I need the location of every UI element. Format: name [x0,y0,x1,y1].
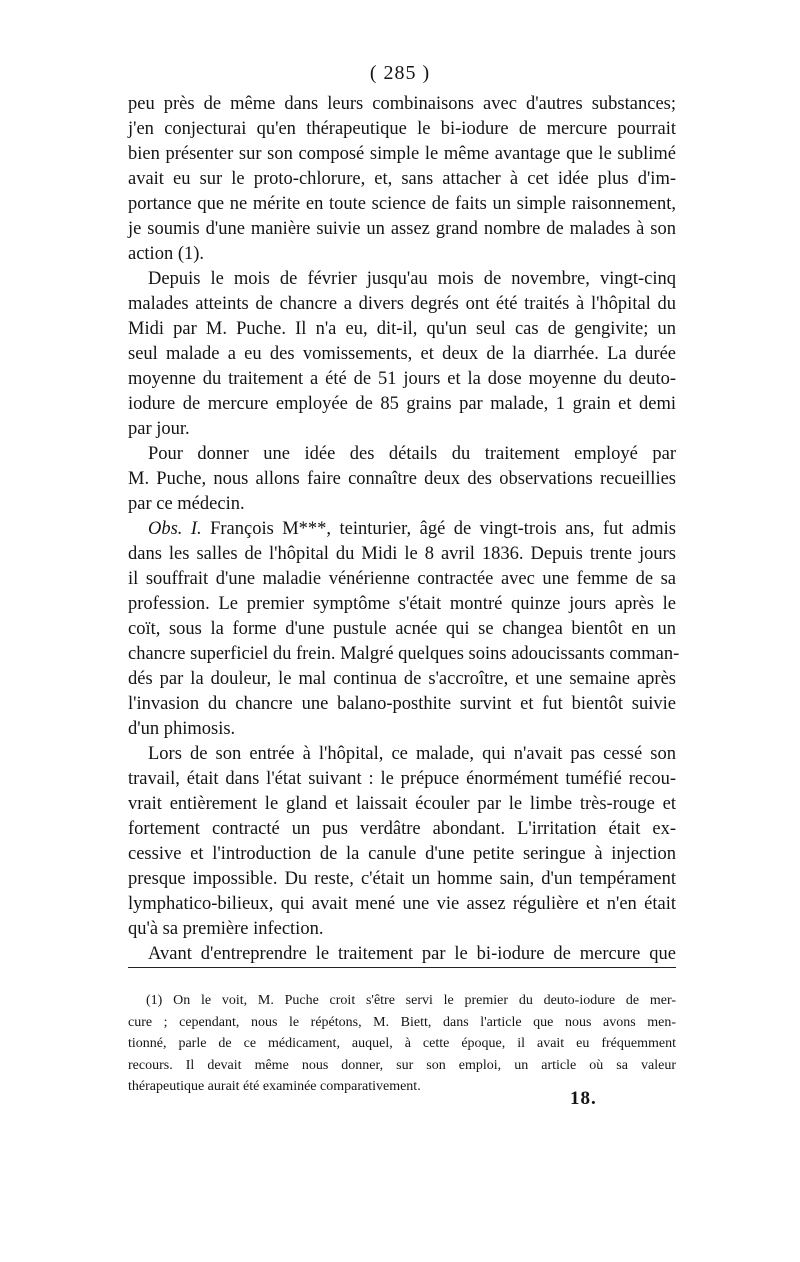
body-line: peu près de même dans leurs combinaisons avec d'autres substances; [128,94,676,114]
body-line: malades atteints de chancre a divers degrés ont été traités à l'hôpital du [128,294,676,314]
signature-mark: 18. [570,1088,597,1109]
observation-start-line [128,517,676,542]
paragraph-start-line: Lors de son entrée à l'hôpital, ce malade, qui n'avait pas cessé son [148,744,676,764]
observation-text: François M***, teinturier, âgé de vingt-trois ans, fut admis [210,519,676,539]
body-line: profession. Le premier symptôme s'était montré quinze jours après le [128,594,676,614]
body-line: lymphatico-bilieux, qui avait mené une vie assez régulière et n'en était [128,894,676,914]
paragraph-start-line: Pour donner une idée des détails du traitement employé par [148,444,676,464]
body-line: action (1). [128,244,205,264]
footnote-line: (1) On le voit, M. Puche croit s'être servi le premier du deuto-iodure de mer- [146,993,676,1008]
body-line: dans les salles de l'hôpital du Midi le 8 avril 1836. Depuis trente jours [128,544,676,564]
body-line: par ce médecin. [128,494,245,514]
body-line: qu'à sa première infection. [128,919,324,939]
body-line: bien présenter sur son composé simple le même avantage que le sublimé [128,144,676,164]
body-line: iodure de mercure employée de 85 grains par malade, 1 grain et demi [128,394,676,414]
observation-label: Obs. I. [148,519,202,539]
body-line: vrait entièrement le gland et laissait écouler par le limbe très-rouge et [128,794,676,814]
body-line: travail, était dans l'état suivant : le prépuce énormément tuméfié recou- [128,769,676,789]
footnote-line: recours. Il devait même nous donner, sur son emploi, un article où sa valeur [128,1057,676,1073]
body-line: Midi par M. Puche. Il n'a eu, dit-il, qu'un seul cas de gengivite; un [128,319,676,339]
body-line: il souffrait d'une maladie vénérienne contractée avec une femme de sa [128,569,676,589]
body-line: l'invasion du chancre une balano-posthite survint et fut bientôt suivie [128,694,676,714]
footnote-line: cure ; cependant, nous le répétons, M. Biett, dans l'article que nous avons men- [128,1014,676,1030]
body-line: portance que ne mérite en toute science de faits un simple raisonnement, [128,194,676,214]
body-line: j'en conjecturai qu'en thérapeutique le bi-iodure de mercure pourrait [128,119,676,139]
body-line: d'un phimosis. [128,719,236,739]
footnote-divider [128,967,676,968]
body-line: chancre superficiel du frein. Malgré quelques soins adoucissants comman- [128,644,680,664]
footnote [128,990,676,1098]
body-line: M. Puche, nous allons faire connaître deux des observations recueillies [128,469,676,489]
paragraph-start-line: Depuis le mois de février jusqu'au mois de novembre, vingt-cinq [148,269,676,289]
footnote-line: tionné, parle de ce médicament, auquel, à cette époque, il avait eu fréquemment [128,1036,676,1051]
footnote-line: thérapeutique aurait été examinée comparativement. [128,1079,421,1094]
body-line: avait eu sur le proto-chlorure, et, sans attacher à cet idée plus d'im- [128,169,676,189]
body-text [128,92,680,967]
body-line: coït, sous la forme d'une pustule acnée qui se changea bientôt en un [128,619,676,639]
body-line: fortement contracté un pus verdâtre abondant. L'irritation était ex- [128,819,676,839]
paragraph-start-line: Avant d'entreprendre le traitement par le bi-iodure de mercure que [148,944,676,964]
body-line: moyenne du traitement a été de 51 jours et la dose moyenne du deuto- [128,369,676,389]
body-line: dés par la douleur, le mal continua de s'accroître, et une semaine après [128,669,676,689]
body-line: seul malade a eu des vomissements, et deux de la diarrhée. La durée [128,344,676,364]
body-line: je soumis d'une manière suivie un assez grand nombre de malades à son [128,219,676,239]
body-line: presque impossible. Du reste, c'était un homme sain, d'un tempérament [128,869,676,889]
body-line: par jour. [128,419,190,439]
page-number: ( 285 ) [369,62,431,84]
body-line: cessive et l'introduction de la canule d'une petite seringue à injection [128,844,676,864]
